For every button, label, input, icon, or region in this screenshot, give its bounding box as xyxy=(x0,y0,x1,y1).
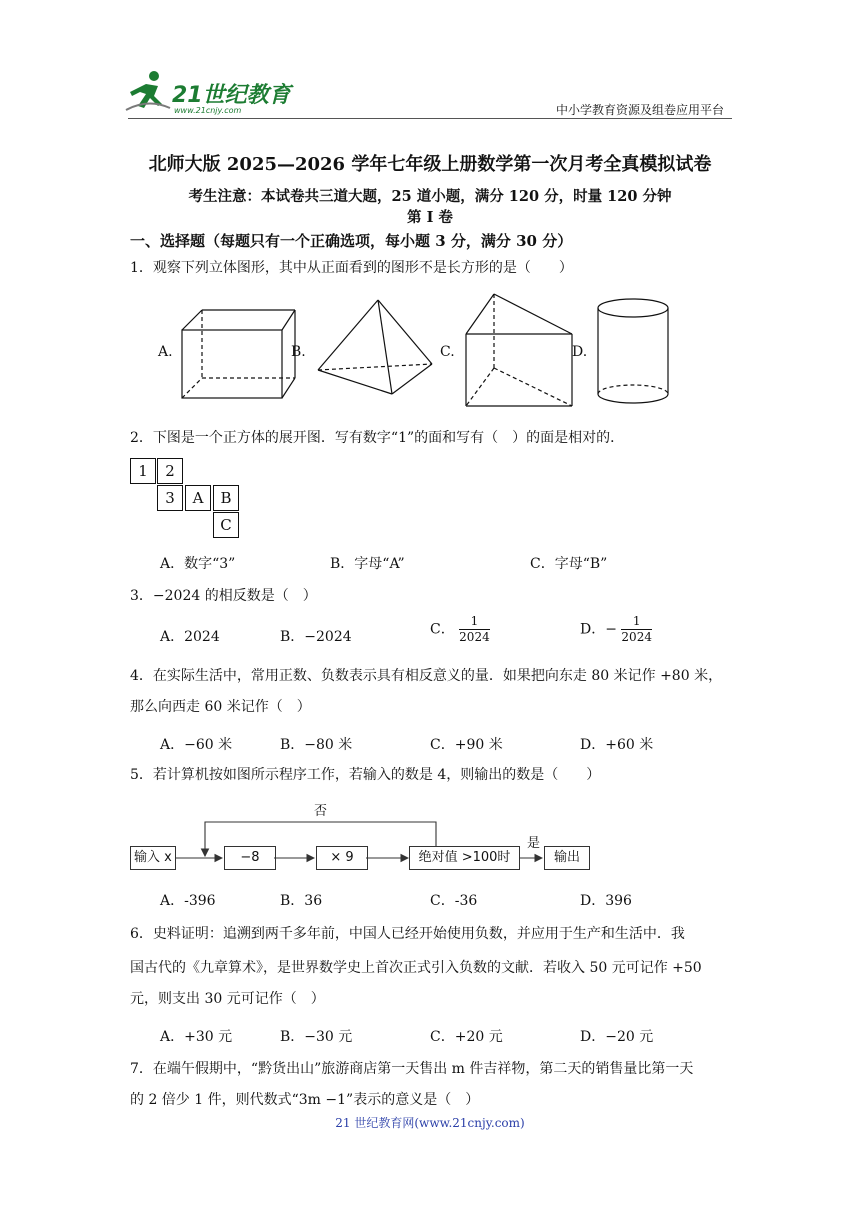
question-2: 2．下图是一个正方体的展开图．写有数字“1”的面和写有（ ）的面是相对的． xyxy=(130,430,625,446)
question-6-line-1: 6．史料证明：追溯到两千多年前，中国人已经开始使用负数，并应用于生产和生活中．我 xyxy=(130,926,685,942)
q6-option-b: B．−30 元 xyxy=(280,1029,353,1045)
q2-option-c: C．字母“B” xyxy=(530,556,608,572)
pyramid-figure xyxy=(318,300,432,394)
prism-figure xyxy=(466,294,572,406)
net-cell-c: C xyxy=(213,512,239,538)
header-platform-text: 中小学教育资源及组卷应用平台 xyxy=(555,103,724,117)
q4-option-c: C．+90 米 xyxy=(430,737,503,753)
q1-figures xyxy=(0,290,860,420)
question-3: 3．−2024 的相反数是（ ） xyxy=(130,588,317,604)
q1-label-c: C. xyxy=(440,344,455,360)
net-cell-b: B xyxy=(213,485,239,511)
question-7-line-2: 的 2 倍少 1 件，则代数式“3m −1”表示的意义是（ ） xyxy=(130,1092,480,1108)
runner-logo-icon xyxy=(124,68,172,114)
flow-input: 输入 x xyxy=(130,846,176,870)
flow-yes-label: 是 xyxy=(527,836,541,851)
question-1: 1．观察下列立体图形，其中从正面看到的图形不是长方形的是（ ） xyxy=(130,260,573,276)
net-cell-1: 1 xyxy=(130,458,156,484)
q3-option-a: A．2024 xyxy=(160,629,220,645)
question-4-line-1: 4．在实际生活中，常用正数、负数表示具有相反意义的量．如果把向东走 80 米记作 +80 米， xyxy=(130,668,723,684)
cuboid-figure xyxy=(182,310,295,398)
volume-heading: 第 I 卷 xyxy=(407,209,453,226)
footer-link[interactable]: 21 世纪教育网(www.21cnjy.com) xyxy=(335,1116,525,1130)
net-cell-a: A xyxy=(185,485,211,511)
q4-option-d: D．+60 米 xyxy=(580,737,654,753)
q3-option-d xyxy=(580,614,652,645)
q5-option-a: A．-396 xyxy=(160,893,216,909)
flow-condition: 绝对值 >100时 xyxy=(409,846,520,870)
page-title: 北师大版 2025—2026 学年七年级上册数学第一次月考全真模拟试卷 xyxy=(148,154,712,175)
fraction-numerator: 1 xyxy=(459,614,490,630)
q3-option-d-label: D．− xyxy=(580,621,617,638)
q1-label-b: B. xyxy=(291,344,306,360)
logo-url: www.21cnjy.com xyxy=(174,106,242,115)
fraction-denominator: 2024 xyxy=(459,630,490,644)
fraction-numerator: 1 xyxy=(621,614,652,630)
q6-option-a: A．+30 元 xyxy=(160,1029,233,1045)
q1-label-a: A. xyxy=(158,344,173,360)
question-4-line-2: 那么向西走 60 米记作（ ） xyxy=(130,699,311,715)
header-rule xyxy=(128,118,732,119)
q6-option-d: D．−20 元 xyxy=(580,1029,654,1045)
question-7-line-1: 7．在端午假期中，“黔货出山”旅游商店第一天售出 m 件吉祥物，第二天的销售量比第一天 xyxy=(130,1061,694,1077)
cylinder-figure xyxy=(598,299,668,403)
q2-option-b: B．字母“A” xyxy=(330,556,405,572)
logo xyxy=(124,66,294,118)
q4-option-b: B．−80 米 xyxy=(280,737,353,753)
q3-option-d-fraction xyxy=(621,614,652,645)
net-cell-3: 3 xyxy=(157,485,183,511)
exam-notice: 考生注意：本试卷共三道大题，25 道小题，满分 120 分，时量 120 分钟 xyxy=(188,188,672,205)
flow-no-label: 否 xyxy=(314,804,328,819)
q6-option-c: C．+20 元 xyxy=(430,1029,503,1045)
flow-times-9: × 9 xyxy=(316,846,368,870)
section-heading: 一、选择题（每题只有一个正确选项，每小题 3 分，满分 30 分） xyxy=(130,232,573,250)
q5-option-d: D．396 xyxy=(580,893,632,909)
q2-option-a: A．数字“3” xyxy=(160,556,236,572)
logo-text: 21世纪教育 xyxy=(172,83,291,108)
question-5: 5．若计算机按如图所示程序工作，若输入的数是 4，则输出的数是（ ） xyxy=(130,767,601,783)
fraction-denominator: 2024 xyxy=(621,630,652,644)
question-6-line-2: 国古代的《九章算术》，是世界数学史上首次正式引入负数的文献．若收入 50 元可记作 +50 xyxy=(130,960,702,976)
flow-minus-8: −8 xyxy=(224,846,276,870)
q4-option-a: A．−60 米 xyxy=(160,737,233,753)
q5-option-c: C．-36 xyxy=(430,893,478,909)
q3-option-c-label: C． xyxy=(430,621,455,638)
flow-output: 输出 xyxy=(544,846,590,870)
q3-option-c xyxy=(430,614,490,645)
q1-label-d: D. xyxy=(572,344,588,360)
question-6-line-3: 元，则支出 30 元可记作（ ） xyxy=(130,991,325,1007)
q5-option-b: B．36 xyxy=(280,893,323,909)
q3-option-b: B．−2024 xyxy=(280,629,352,645)
net-cell-2: 2 xyxy=(157,458,183,484)
q3-option-c-fraction xyxy=(459,614,490,645)
